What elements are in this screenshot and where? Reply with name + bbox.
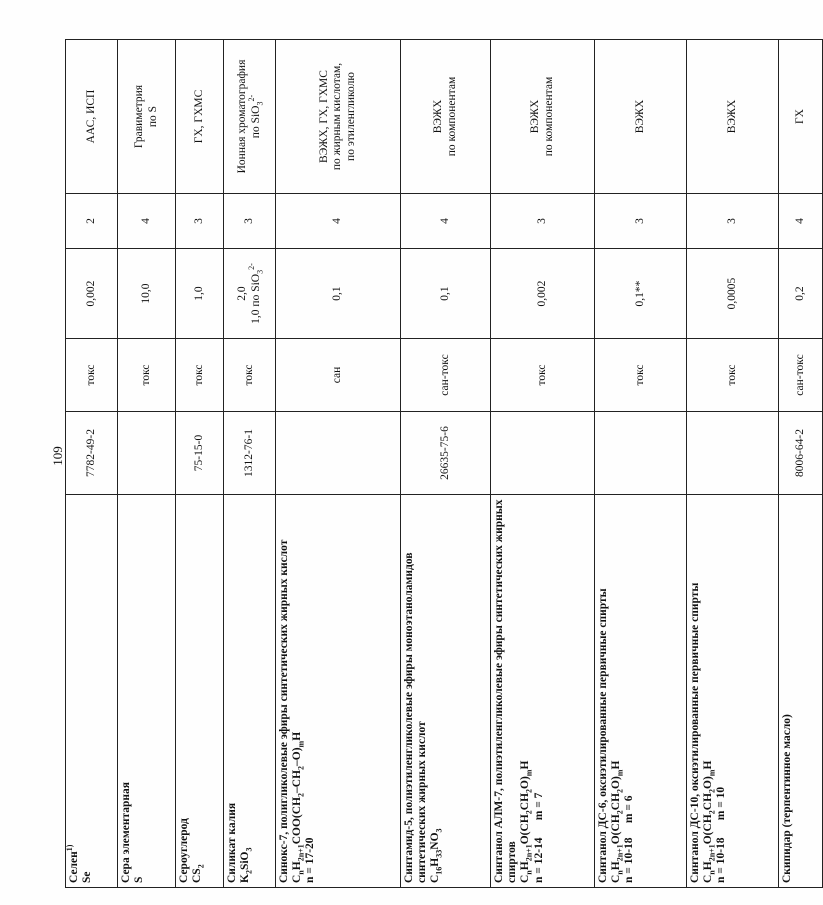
table-row	[276, 40, 401, 888]
substance-name-cell	[118, 495, 176, 888]
hazard-category: 4	[401, 194, 491, 249]
substance-name-cell	[401, 495, 491, 888]
substance-formula: $C_nH_{2n+1}O(CH_2CH_2O)_mH$ n = 10-18 m = 10	[702, 760, 728, 883]
table-row	[118, 40, 176, 888]
limit-value: 2,0 1,0 по SiO$_3^{2-}$	[224, 249, 276, 339]
cas-number: 26635-75-6	[401, 412, 491, 495]
substance-formula: $C_{16}H_{33}NO_3$	[429, 828, 444, 883]
hazard-class: сан-токс	[779, 339, 823, 412]
substances-table-rotated	[65, 40, 806, 888]
substance-name: Синтанол АЛМ-7, полиэтиленгликолевые эфиры синтетических жирных спиртов	[493, 499, 519, 883]
footnote-mark: 1)	[65, 844, 75, 852]
substance-name: Сера элементарная	[120, 782, 132, 883]
substance-formula: Se	[81, 871, 94, 883]
analysis-method: ВЭЖХ	[595, 40, 687, 194]
analysis-method: ВЭЖХ по компонентам	[491, 40, 595, 194]
substance-name-cell	[595, 495, 687, 888]
table-row	[687, 40, 779, 888]
substance-name: Синтамид-5, полиэтиленгликолевые эфиры моноэтаноламидов синтетических жирных кислот	[403, 552, 429, 883]
hazard-category: 3	[595, 194, 687, 249]
cas-number	[276, 412, 401, 495]
substances-table	[65, 39, 823, 888]
table-row	[176, 40, 224, 888]
limit-value: 0,2	[779, 249, 823, 339]
hazard-class: сан	[276, 339, 401, 412]
hazard-category: 4	[276, 194, 401, 249]
cas-number	[491, 412, 595, 495]
table-row	[491, 40, 595, 888]
analysis-method: ГХ	[779, 40, 823, 194]
hazard-category: 4	[118, 194, 176, 249]
cas-number: 75-15-0	[176, 412, 224, 495]
substance-formula: $K_2SiO_3$	[239, 847, 254, 883]
hazard-class: токс	[176, 339, 224, 412]
limit-value: 0,1**	[595, 249, 687, 339]
table-row	[66, 40, 118, 888]
cas-number	[118, 412, 176, 495]
substance-name: Силикат калия	[226, 802, 238, 883]
analysis-method: ААС, ИСП	[66, 40, 118, 194]
substance-name: Скипидар (терпентинное масло)	[781, 714, 793, 883]
limit-value: 0,002	[491, 249, 595, 339]
limit-value: 0,1	[276, 249, 401, 339]
substance-name-cell	[687, 495, 779, 888]
substance-name: Селен$^{1)}$	[65, 844, 80, 883]
cas-number	[595, 412, 687, 495]
table-row	[224, 40, 276, 888]
analysis-method: ВЭЖХ	[687, 40, 779, 194]
substance-formula: $CS_2$	[191, 864, 206, 883]
page-number: 109	[50, 446, 65, 466]
cas-number: 7782-49-2	[66, 412, 118, 495]
substance-name-cell	[176, 495, 224, 888]
substance-formula: $C_nH_{2n+1}COO(CH_2-CH_2-O)_mH$ n = 17-20	[291, 731, 317, 883]
limit-value: 0,1	[401, 249, 491, 339]
substance-name: Синтанол ДС-10, оксиэтилированные первичные спирты	[689, 582, 701, 883]
analysis-method: ВЭЖХ по компонентам	[401, 40, 491, 194]
substance-name: Сероуглерод	[178, 818, 190, 883]
hazard-category: 2	[66, 194, 118, 249]
substance-name-cell	[491, 495, 595, 888]
table-body	[66, 40, 823, 888]
analysis-method: Ионная хроматография по SiO$_3^{2-}$	[224, 40, 276, 194]
analysis-method: ГХ, ГХМС	[176, 40, 224, 194]
substance-name: Синтанол ДС-6, оксиэтилированные первичные спирты	[597, 588, 609, 883]
cas-number: 1312-76-1	[224, 412, 276, 495]
table-row	[779, 40, 823, 888]
substance-formula: $C_nH_{2n+1}O(CH_2CH_2O)_mH$ n = 12-14 m = 7	[519, 760, 545, 883]
hazard-category: 4	[779, 194, 823, 249]
substance-name-cell	[224, 495, 276, 888]
limit-value: 0,002	[66, 249, 118, 339]
cas-number	[687, 412, 779, 495]
limit-value: 1,0	[176, 249, 224, 339]
hazard-category: 3	[176, 194, 224, 249]
hazard-class: токс	[118, 339, 176, 412]
table-row	[401, 40, 491, 888]
limit-value: 0,0005	[687, 249, 779, 339]
hazard-class: сан-токс	[401, 339, 491, 412]
hazard-category: 3	[491, 194, 595, 249]
analysis-method: ВЭЖХ, ГХ, ГХМС по жирным кислотам, по этиленгликолю	[276, 40, 401, 194]
limit-value: 10,0	[118, 249, 176, 339]
hazard-class: токс	[491, 339, 595, 412]
hazard-class: токс	[224, 339, 276, 412]
cas-number: 8006-64-2	[779, 412, 823, 495]
substance-name: Синокс-7, полигликолевые эфиры синтетических жирных кислот	[278, 539, 290, 883]
hazard-category: 3	[687, 194, 779, 249]
hazard-category: 3	[224, 194, 276, 249]
analysis-method: Гравиметрия по S	[118, 40, 176, 194]
substance-formula: S	[133, 876, 146, 883]
hazard-class: токс	[687, 339, 779, 412]
substance-name-cell	[779, 495, 823, 888]
table-row	[595, 40, 687, 888]
substance-formula: $C_nH_{2n+1}O(CH_2CH_2O)_mH$ n = 10-18 m = 6	[610, 760, 636, 883]
substance-name-cell	[66, 495, 118, 888]
substance-name-cell	[276, 495, 401, 888]
hazard-class: токс	[66, 339, 118, 412]
hazard-class: токс	[595, 339, 687, 412]
